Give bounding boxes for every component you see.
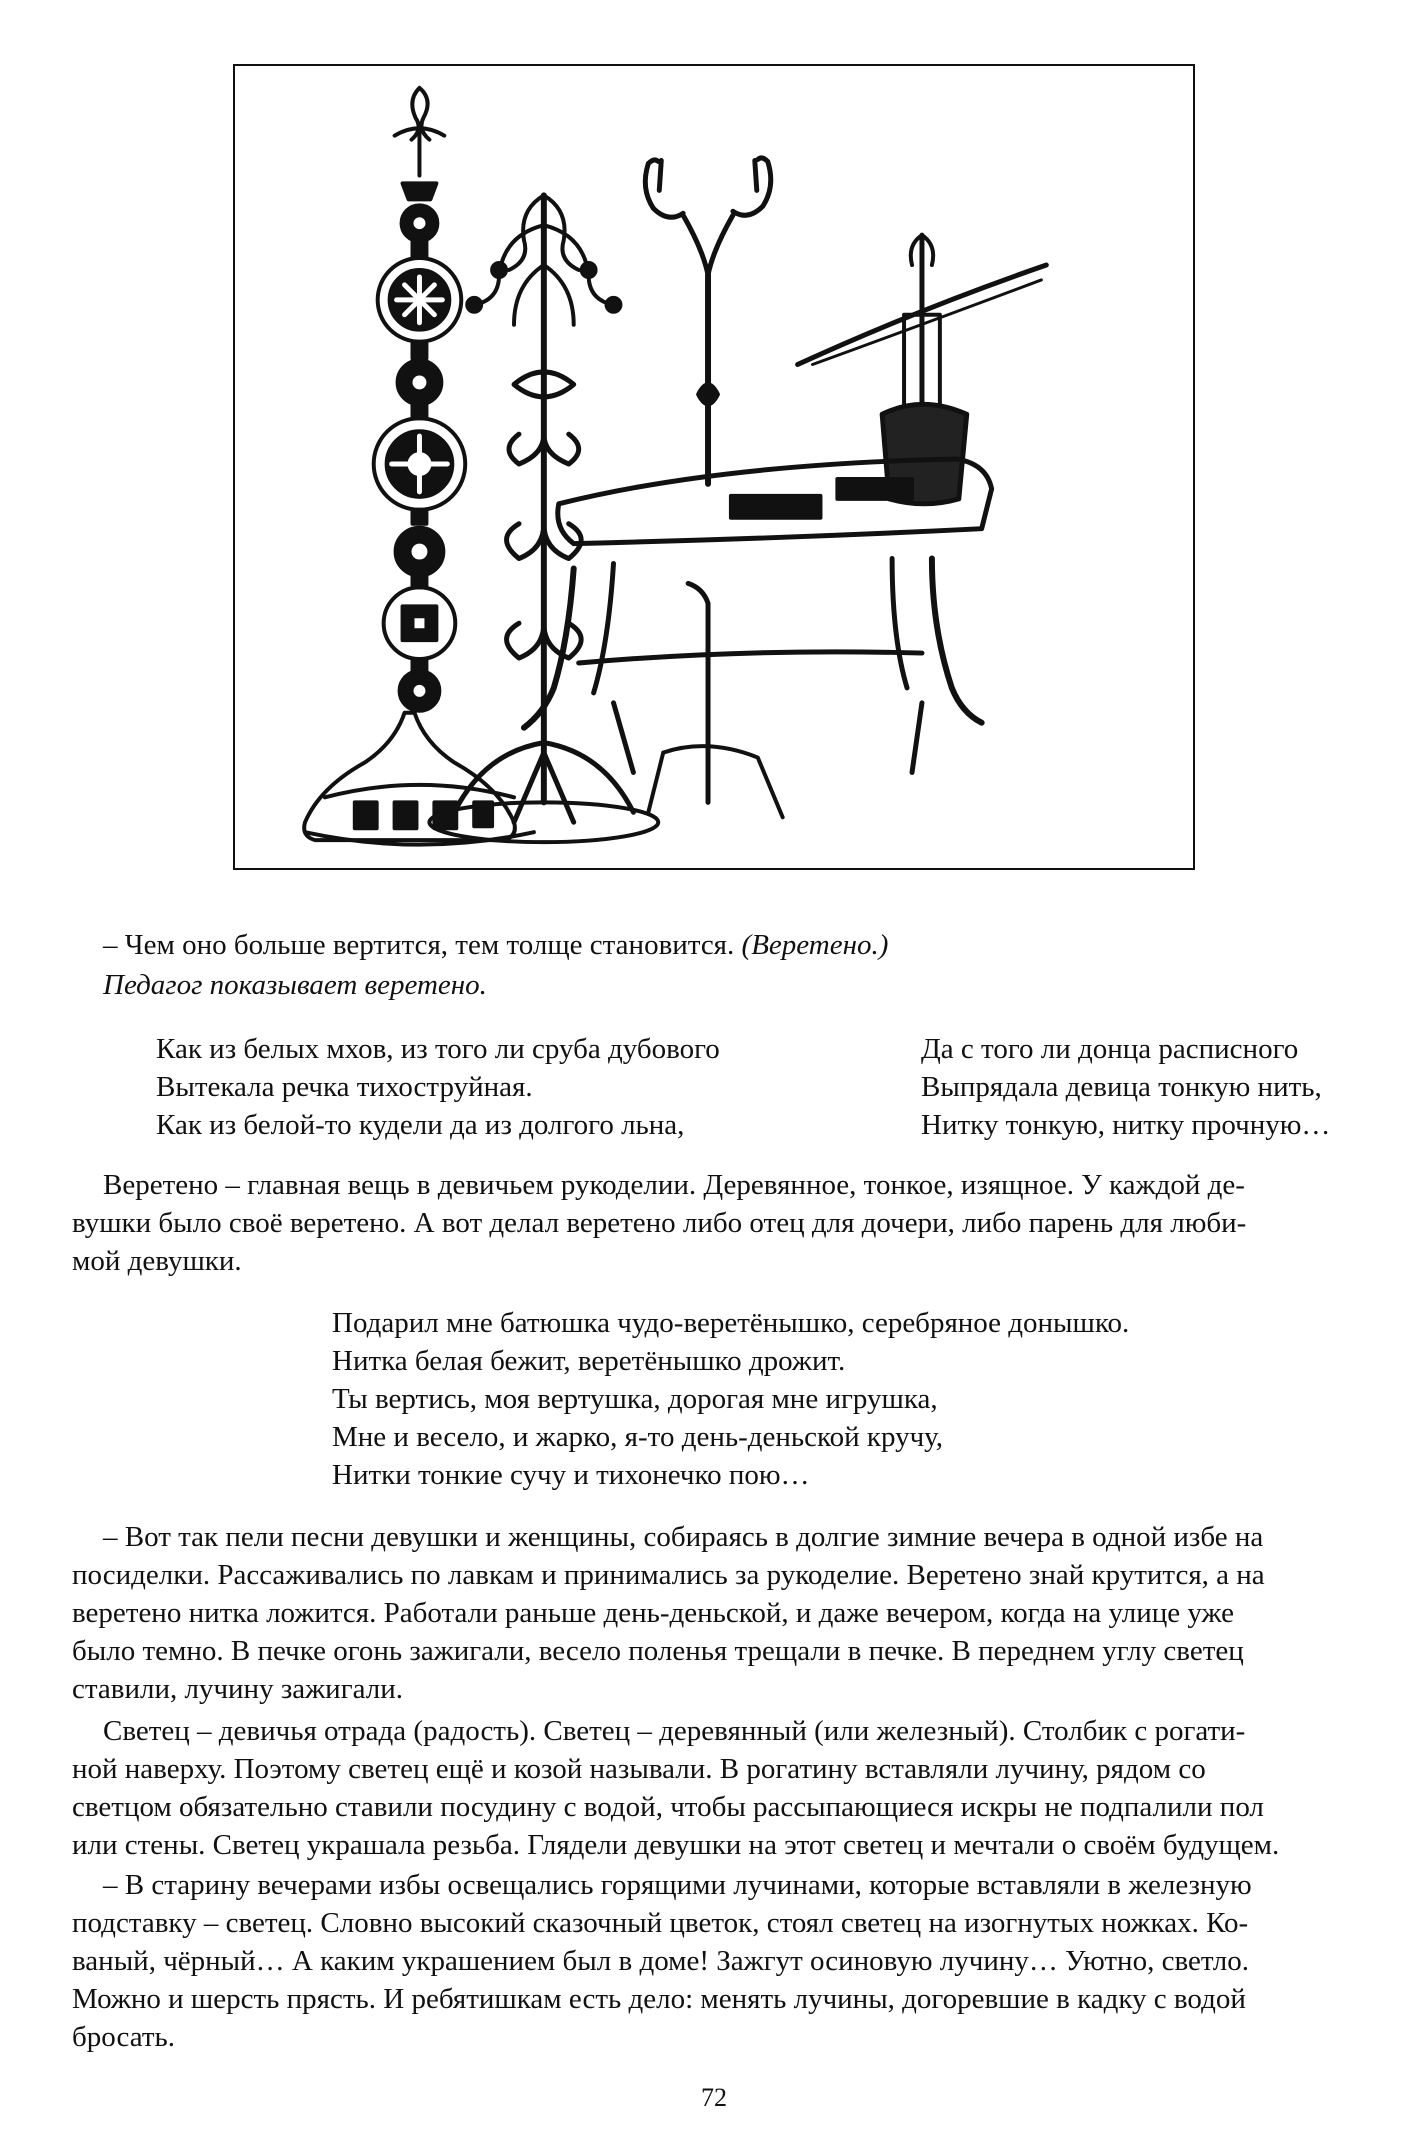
poem2-line: Нитки тонкие сучу и тихонечко пою… — [332, 1459, 810, 1491]
para-line: вушки было своё веретено. А вот делал веретено либо отец для дочери, либо парень для люби- — [72, 1207, 1247, 1239]
para-line: подставку – светец. Словно высокий сказочный цветок, стоял светец на изогнутых ножках. Ко- — [72, 1907, 1249, 1939]
para-line: ставили, лучину зажигали. — [72, 1673, 403, 1705]
para-line: – Вот так пели песни девушки и женщины, собираясь в долгие зимние вечера в одной избе на — [103, 1521, 1264, 1553]
poem1-left-line: Как из белой-то кудели да из долгого льна, — [156, 1109, 685, 1141]
para-line: веретено нитка ложится. Работали раньше день-деньской, и даже вечером, когда на улице уже — [72, 1597, 1235, 1629]
para-line: светцом обязательно ставили посудину с водой, чтобы рассыпающиеся искры не подпалили пол — [72, 1791, 1264, 1823]
para-line: ваный, чёрный… А каким украшением был в доме! Зажгут осиновую лучину… Уютно, светло. — [72, 1945, 1250, 1977]
text-area — [72, 926, 1403, 2053]
stage-direction: Педагог показывает веретено. — [103, 969, 487, 1001]
para-line: – В старину вечерами избы освещались горящими лучинами, которые вставляли в железную — [103, 1869, 1252, 1901]
bench-with-svetets-icon — [524, 158, 1046, 817]
figure-frame — [233, 64, 1195, 870]
para-line: или стены. Светец украшала резьба. Глядели девушки на этот светец и мечтали о своём будущем. — [72, 1829, 1280, 1861]
para-line: ной наверху. Поэтому светец ещё и козой называли. В рогатину вставляли лучину, рядом со — [72, 1753, 1206, 1785]
poem1-left-line: Вытекала речка тихоструйная. — [156, 1071, 533, 1103]
poem1-right-line: Да с того ли донца расписного — [921, 1033, 1299, 1065]
para-line: мой девушки. — [72, 1245, 242, 1277]
para-line: Веретено – главная вещь в девичьем рукоделии. Деревянное, тонкое, изящное. У каждой де- — [103, 1169, 1245, 1201]
carved-stand-icon — [304, 88, 534, 845]
poem2-line: Мне и весело, и жарко, я-то день-деньской кручу, — [332, 1421, 944, 1453]
svetets-illustration-icon — [235, 66, 1193, 868]
riddle-answer: (Веретено.) — [741, 929, 889, 961]
poem2-line: Ты вертись, моя вертушка, дорогая мне игрушка, — [332, 1383, 938, 1415]
para-line: Можно и шерсть прясть. И ребятишкам есть дело: менять лучины, догоревшие в кадку с водой — [72, 1983, 1246, 2015]
para-line: Светец – девичья отрада (радость). Светец – деревянный (или железный). Столбик с рогати- — [103, 1715, 1246, 1747]
page-number: 72 — [701, 2083, 727, 2112]
poem1-right-line: Нитку тонкую, нитку прочную… — [921, 1109, 1331, 1141]
riddle-line — [103, 926, 888, 964]
poem1-right-line: Выпрядала девица тонкую нить, — [921, 1071, 1322, 1103]
poem2-line: Нитка белая бежит, веретёнышко дрожит. — [332, 1345, 846, 1377]
para-line: бросать. — [72, 2021, 175, 2053]
poem1-left-line: Как из белых мхов, из того ли сруба дубового — [156, 1033, 720, 1065]
para-line: посиделки. Рассаживались по лавкам и принимались за рукоделие. Веретено знай крутится, а на — [72, 1559, 1265, 1591]
poem2-line: Подарил мне батюшка чудо-веретёнышко, серебряное донышко. — [332, 1307, 1130, 1339]
para-line: было темно. В печке огонь зажигали, весело поленья трещали в печке. В переднем углу светец — [72, 1635, 1244, 1667]
riddle-question: – Чем оно больше вертится, тем толще становится. — [103, 929, 735, 961]
